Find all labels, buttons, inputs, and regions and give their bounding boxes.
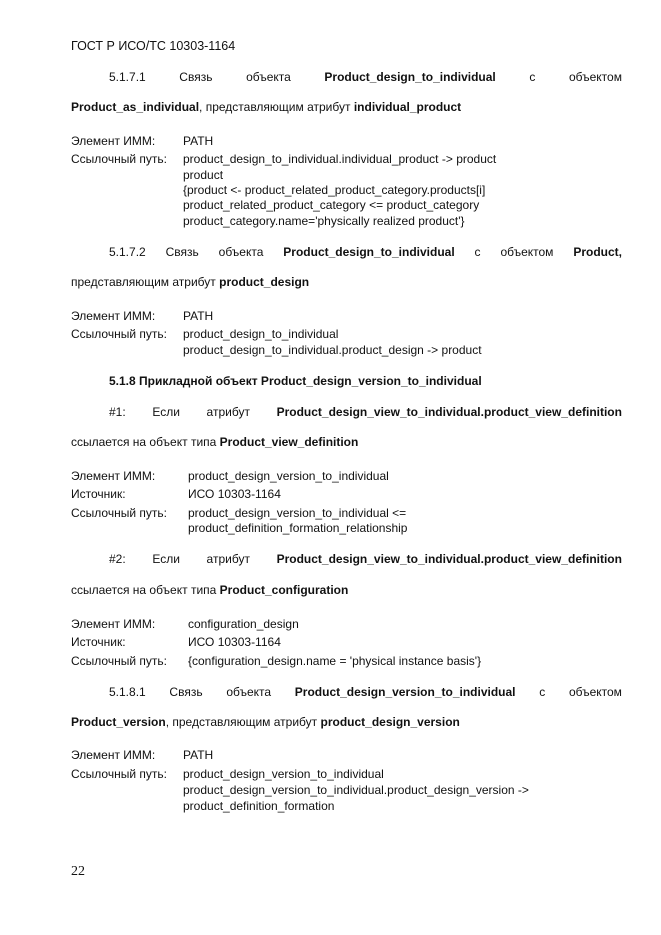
word: объекта — [226, 685, 272, 699]
text: , представляющим атрибут — [165, 715, 321, 729]
elem-label: Элемент ИММ: — [71, 309, 156, 323]
clause-5-1-7-2-line2 — [71, 275, 309, 289]
ref-line: product — [183, 168, 224, 182]
ref-line: product_design_version_to_individual <= — [188, 506, 407, 520]
word: Если — [152, 552, 180, 566]
ref-line: {product <- product_related_product_category.products[i] — [183, 183, 486, 197]
page-number: 22 — [71, 864, 85, 879]
case-2-line2 — [71, 583, 348, 597]
text: ссылается на объект типа — [71, 435, 220, 449]
ref-line: product_related_product_category <= product_category — [183, 198, 480, 212]
ref-line: product_design_version_to_individual — [183, 767, 384, 781]
clause-number: 5.1.7.1 — [109, 70, 146, 84]
clause-5-1-8-1-line1 — [109, 685, 622, 699]
case-2-line1 — [109, 552, 622, 566]
attribute-path: Product_design_view_to_individual.product_view_definition — [276, 552, 622, 566]
section-heading-5-1-8: 5.1.8 Прикладной объект Product_design_version_to_individual — [109, 374, 482, 388]
word: Связь — [169, 685, 203, 699]
ref-line: product_design_to_individual.individual_product -> product — [183, 152, 497, 166]
word: атрибут — [206, 552, 250, 566]
entity-name: Product, — [573, 245, 622, 259]
clause-5-1-7-1-line1 — [109, 70, 622, 84]
clause-5-1-7-2-line1 — [109, 245, 622, 259]
elem-value: product_design_version_to_individual — [188, 469, 389, 483]
word: с — [529, 70, 536, 84]
clause-number: 5.1.8.1 — [109, 685, 146, 699]
source-value: ИСО 10303-1164 — [188, 487, 281, 501]
elem-label: Элемент ИММ: — [71, 748, 156, 762]
text: ссылается на объект типа — [71, 583, 220, 597]
ref-line: product_design_version_to_individual.product_design_version -> — [183, 783, 529, 797]
source-value: ИСО 10303-1164 — [188, 635, 281, 649]
entity-name: Product_design_version_to_individual — [294, 685, 516, 699]
text: представляющим атрибут — [71, 275, 220, 289]
elem-value: configuration_design — [188, 617, 299, 631]
word: Связь — [179, 70, 213, 84]
entity-name: Product_version — [71, 715, 166, 729]
attribute-path: Product_design_view_to_individual.product_view_definition — [276, 405, 622, 419]
word: объектом — [500, 245, 554, 259]
case-number: #2: — [109, 552, 126, 566]
ref-line: product_design_to_individual.product_design -> product — [183, 343, 482, 357]
text: , представляющим атрибут — [199, 100, 354, 114]
entity-name: Product_view_definition — [219, 435, 359, 449]
word: объекта — [218, 245, 264, 259]
case-1-line1 — [109, 405, 622, 419]
ref-label: Ссылочный путь: — [71, 506, 167, 520]
word: объекта — [246, 70, 291, 84]
entity-name: Product_design_to_individual — [324, 70, 496, 84]
clause-number: 5.1.7.2 — [109, 245, 146, 259]
elem-label: Элемент ИММ: — [71, 617, 156, 631]
word: атрибут — [206, 405, 250, 419]
source-label: Источник: — [71, 635, 126, 649]
source-label: Источник: — [71, 487, 126, 501]
word: Связь — [165, 245, 199, 259]
word: с — [539, 685, 546, 699]
ref-label: Ссылочный путь: — [71, 152, 167, 166]
attribute-name: product_design_version — [320, 715, 460, 729]
ref-line: product_category.name='physically realized product'} — [183, 214, 465, 228]
entity-name: Product_configuration — [219, 583, 349, 597]
word: Если — [152, 405, 180, 419]
attribute-name: product_design — [219, 275, 310, 289]
elem-label: Элемент ИММ: — [71, 134, 156, 148]
clause-5-1-7-1-line2 — [71, 100, 461, 114]
elem-value: PATH — [183, 134, 214, 148]
ref-line: product_definition_formation — [183, 799, 335, 813]
word: объектом — [568, 70, 622, 84]
entity-name: Product_as_individual — [71, 100, 200, 114]
case-1-line2 — [71, 435, 358, 449]
case-number: #1: — [109, 405, 126, 419]
ref-label: Ссылочный путь: — [71, 327, 167, 341]
elem-label: Элемент ИММ: — [71, 469, 156, 483]
ref-line: product_design_to_individual — [183, 327, 339, 341]
elem-value: PATH — [183, 748, 214, 762]
word: объектом — [568, 685, 622, 699]
ref-line: product_definition_formation_relationship — [188, 521, 408, 535]
ref-label: Ссылочный путь: — [71, 654, 167, 668]
document-header: ГОСТ Р ИСО/ТС 10303-1164 — [71, 39, 236, 53]
word: с — [474, 245, 481, 259]
attribute-name: individual_product — [353, 100, 462, 114]
ref-value: {configuration_design.name = 'physical instance basis'} — [188, 654, 482, 668]
clause-5-1-8-1-line2 — [71, 715, 460, 729]
elem-value: PATH — [183, 309, 214, 323]
ref-label: Ссылочный путь: — [71, 767, 167, 781]
entity-name: Product_design_to_individual — [283, 245, 455, 259]
